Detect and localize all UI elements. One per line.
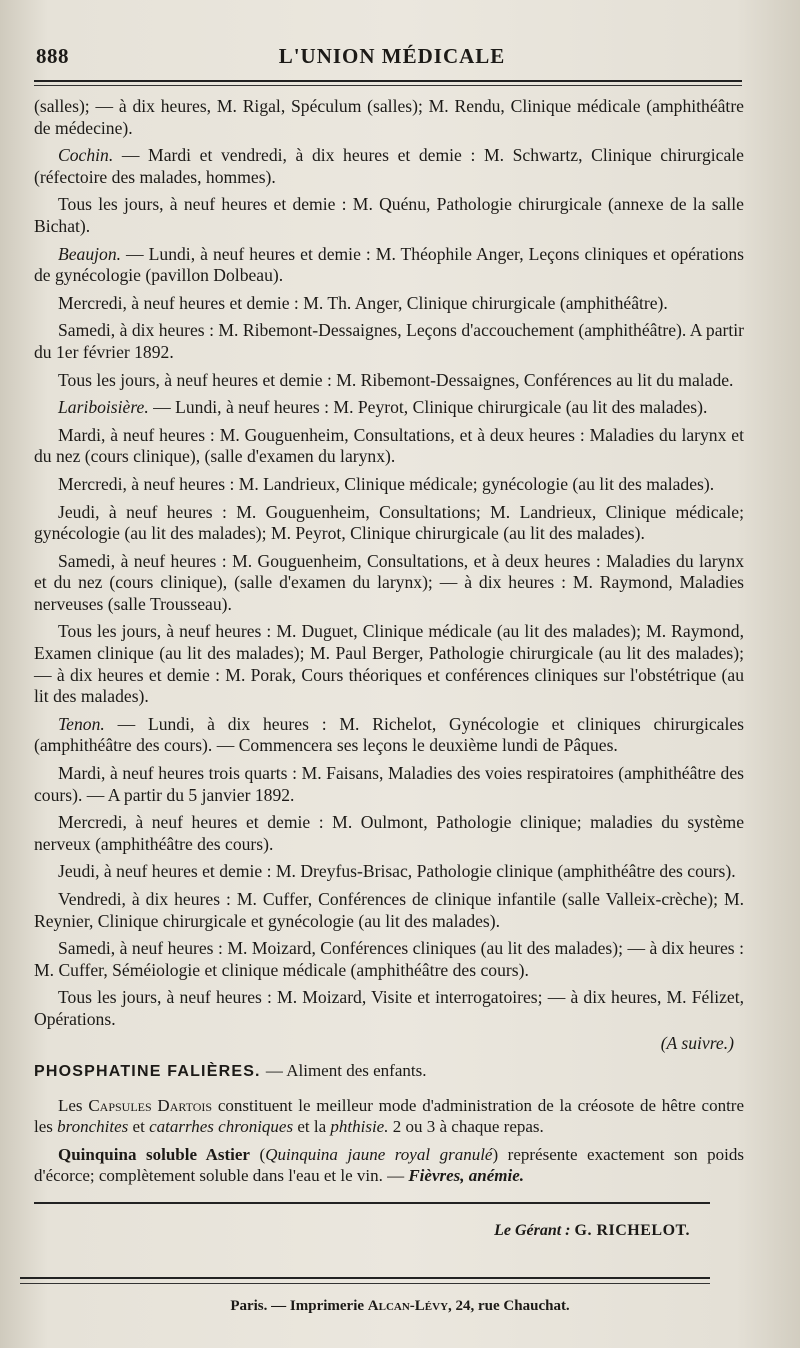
phosphatine-heading bbox=[34, 1060, 744, 1083]
listing-paragraph: Mardi, à neuf heures trois quarts : M. Faisans, Maladies des voies respiratoires (amphithéâtre des cours). — A partir du 5 janvier 1892. bbox=[34, 763, 744, 805]
gerant-signature bbox=[494, 1222, 690, 1240]
listing-paragraph: Tous les jours, à neuf heures : M. Duguet, Clinique médicale (au lit des malades); M. Raymond, Examen clinique (au lit des malades); M. Paul Berger, Pathologie chirurgicale (au lit des malades); — à dix heures et demie : M. Porak, Cours théoriques et conférences cliniques sur l'obstétrique (au lit des malades). bbox=[34, 621, 744, 707]
running-title: L'UNION MÉDICALE bbox=[278, 44, 506, 68]
listing-paragraph: Tous les jours, à neuf heures et demie : M. Ribemont-Dessaignes, Conférences au lit du malade. bbox=[58, 369, 734, 390]
listing-paragraph: (salles); — à dix heures, M. Rigal, Spéculum (salles); M. Rendu, Clinique médicale (amphithéâtre de médecine). bbox=[34, 96, 744, 138]
printer-name: Alcan-Lévy bbox=[367, 1298, 449, 1314]
listing-paragraph: Cochin. — Mardi et vendredi, à dix heures et demie : M. Schwartz, Clinique chirurgicale (réfectoire des malades, hommes). bbox=[34, 145, 744, 187]
hospital-name: Lariboisière. bbox=[58, 397, 149, 418]
listing-paragraph: Jeudi, à neuf heures et demie : M. Dreyfus-Brisac, Pathologie clinique (amphithéâtre des cours). bbox=[58, 861, 736, 882]
section-rule bbox=[34, 1202, 710, 1204]
header-rule bbox=[34, 80, 742, 82]
header-rule-thin bbox=[34, 85, 742, 86]
listing-paragraph: Beaujon. — Lundi, à neuf heures et demie : M. Théophile Anger, Leçons cliniques et opérations de gynécologie (pavillon Dolbeau). bbox=[34, 243, 744, 286]
listing-paragraph: Vendredi, à dix heures : M. Cuffer, Conférences de clinique infantile (salle Valleix-crèche); M. Reynier, Clinique chirurgicale et gynécologie (au lit des malades). bbox=[34, 889, 744, 931]
phosphatine-title: PHOSPHATINE FALIÈRES. bbox=[34, 1063, 261, 1081]
listing-paragraph: Tous les jours, à neuf heures : M. Moizard, Visite et interrogatoires; — à dix heures, M. Félizet, Opérations. bbox=[34, 987, 744, 1029]
astier-advertisement: Quinquina soluble Astier (Quinquina jaune royal granulé) représente exactement son poids d'écorce; complètement soluble dans l'eau et le vin. — Fièvres, anémie. bbox=[34, 1144, 744, 1186]
listing-paragraph: Mercredi, à neuf heures et demie : M. Oulmont, Pathologie clinique; maladies du système nerveux (amphithéâtre des cours). bbox=[34, 812, 744, 854]
listing-paragraph: Jeudi, à neuf heures : M. Gouguenheim, Consultations; M. Landrieux, Clinique médicale; gynécologie (au lit des malades); M. Peyrot, Clinique chirurgicale (au lit des malades). bbox=[34, 501, 744, 544]
gerant-label: Le Gérant : bbox=[494, 1222, 571, 1239]
course-listing bbox=[34, 96, 744, 1193]
hospital-name: Cochin. bbox=[58, 145, 114, 166]
listing-paragraph: Samedi, à dix heures : M. Ribemont-Dessaignes, Leçons d'accouchement (amphithéâtre). A partir du 1er février 1892. bbox=[34, 320, 744, 362]
listing-paragraph: Mercredi, à neuf heures et demie : M. Th. Anger, Clinique chirurgicale (amphithéâtre). bbox=[58, 292, 668, 313]
listing-paragraph: Lariboisière. — Lundi, à neuf heures : M. Peyrot, Clinique chirurgicale (au lit des malades). bbox=[58, 397, 708, 418]
dartois-brand: Capsules Dartois bbox=[88, 1095, 213, 1115]
gerant-name: G. RICHELOT. bbox=[574, 1222, 690, 1239]
page-number: 888 bbox=[36, 44, 69, 68]
page-header bbox=[36, 44, 748, 74]
astier-brand: Quinquina soluble Astier bbox=[58, 1144, 250, 1164]
hospital-name: Tenon. bbox=[58, 713, 105, 734]
footer-rule-thin bbox=[20, 1283, 710, 1284]
printer-imprint: Paris. — Imprimerie Alcan-Lévy, 24, rue Chauchat. bbox=[230, 1298, 570, 1314]
listing-paragraph: Mardi, à neuf heures : M. Gouguenheim, Consultations, et à deux heures : Maladies du larynx et du nez (cours clinique), (salle d'examen du larynx). bbox=[34, 424, 744, 467]
listing-paragraph: Samedi, à neuf heures : M. Moizard, Conférences cliniques (au lit des malades); — à dix heures : M. Cuffer, Séméiologie et clinique médicale (amphithéâtre des cours). bbox=[34, 938, 744, 980]
listing-paragraph: Tenon. — Lundi, à dix heures : M. Richelot, Gynécologie et cliniques chirurgicales (amphithéâtre des cours). — Commencera ses leçons le deuxième lundi de Pâques. bbox=[34, 713, 744, 756]
to-be-continued: (A suivre.) bbox=[660, 1032, 734, 1053]
phosphatine-subtitle: — Aliment des enfants. bbox=[265, 1061, 427, 1081]
listing-paragraph: Mercredi, à neuf heures : M. Landrieux, Clinique médicale; gynécologie (au lit des malades). bbox=[58, 473, 715, 494]
footer-rule bbox=[20, 1277, 710, 1279]
hospital-name: Beaujon. bbox=[58, 243, 122, 264]
listing-paragraph: Tous les jours, à neuf heures et demie : M. Quénu, Pathologie chirurgicale (annexe de la salle Bichat). bbox=[34, 194, 744, 236]
dartois-advertisement: Les Capsules Dartois constituent le meilleur mode d'administration de la créosote de hêtre contre les bronchites et catarrhes chroniques et la phthisie. 2 ou 3 à chaque repas. bbox=[34, 1095, 745, 1137]
listing-paragraph: Samedi, à neuf heures : M. Gouguenheim, Consultations, et à deux heures : Maladies du larynx et du nez (cours clinique), (salle d'examen du larynx); — à dix heures : M. Raymond, Maladies nerveuses (salle Trousseau). bbox=[34, 550, 744, 614]
